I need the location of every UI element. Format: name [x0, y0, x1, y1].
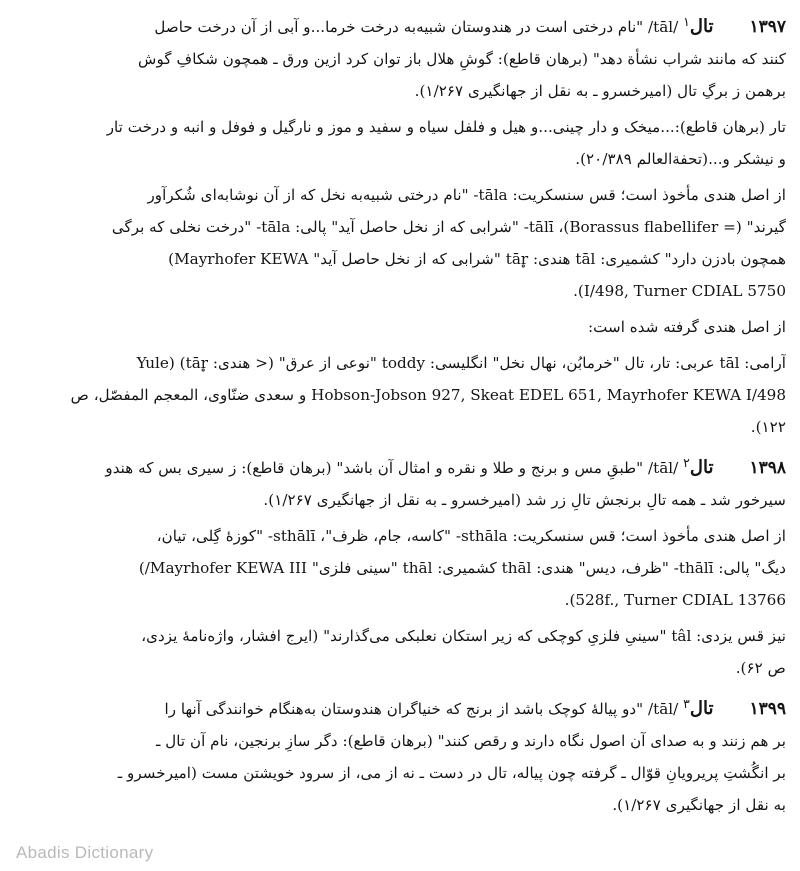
- entry-headword: تال: [689, 16, 714, 38]
- paragraph-yazdi: [14, 620, 786, 684]
- paragraph-line: ۱۲۲).: [750, 418, 786, 437]
- watermark: Abadis Dictionary: [16, 843, 154, 862]
- entry-line: کنند که مانند شراب نشأة دهد" (برهان قاطع): گوشِ هلال باز توان کرد ازین ورق ـ همچون شکافِ گوش: [138, 50, 786, 69]
- paragraph-line: از اصل هندی مأخوذ است؛ قس سنسکریت: tāla- "نام درختی شبیه‌به نخل که از آن نوشابه‌ای شُکرآور: [147, 186, 786, 205]
- entry-number: ۱۳۹۷: [749, 17, 786, 38]
- paragraph-line: تار (برهان قاطع):...میخک و دار چینی...و هیل و فلفل سیاه و سفید و موز و نارگیل و فوفل و انبه و درخت تار: [106, 118, 786, 137]
- entry-line: [14, 6, 786, 43]
- entry-line: برهمن ز برگِ تال (امیرخسرو ـ به نقل از جهانگیری ۱/۲۶۷).: [414, 82, 786, 101]
- entry-1397: [14, 6, 786, 107]
- paragraph-line: و نیشکر و...(تحفة‌العالم ۲۰/۳۸۹).: [575, 150, 786, 169]
- entry-text: /tāl/ "دو پیالهٔ کوچک باشد از برنج که خنیاگران هندوستان به‌هنگام خوانندگی آنها را: [164, 700, 679, 719]
- paragraph-cognates: [14, 347, 786, 443]
- entry-1399: [14, 688, 786, 821]
- entry-line: [14, 447, 786, 484]
- entry-line: سیرخور شد ـ همه تالِ برنجش تالِ زر شد (امیرخسرو ـ به نقل از جهانگیری ۱/۲۶۷).: [263, 491, 786, 510]
- paragraph-line: گیرند" (= Borassus flabellifer)، tālī- "شرابی که از نخل حاصل آید" پالی: tāla- "درخت نخلی که برگی: [111, 218, 786, 237]
- entry-line: به نقل از جهانگیری ۱/۲۶۷).: [612, 796, 786, 815]
- paragraph-line: I/498, Turner CDIAL 5750).: [573, 282, 786, 301]
- dictionary-page: [14, 6, 786, 825]
- paragraph-line: همچون بادزن دارد" کشمیری: tāl هندی: tār̥ "شرابی که از نخل حاصل آید" Mayrhofer KEWA): [168, 250, 786, 269]
- paragraph-line: Hobson-Jobson 927, Skeat EDEL 651, Mayrhofer KEWA I/498 و سعدی ضنّاوی، المعجم المفصّل، ص: [70, 386, 786, 405]
- paragraph-etymology-2: [14, 520, 786, 616]
- entry-line: بر هم زنند و به صدای آن اصول نگاه دارند و رقص کنند" (برهان قاطع): دگر سازِ برنجین، نام آن تال ـ: [155, 732, 786, 751]
- paragraph-line: از اصل هندی مأخوذ است؛ قس سنسکریت: sthāla- "کاسه، جام، ظرف"، sthālī- "کوزهٔ گِلی، تیان،: [156, 527, 786, 546]
- paragraph-etymology-1: [14, 179, 786, 307]
- entry-number: ۱۳۹۹: [749, 699, 786, 720]
- entry-line: بر انگُشتِ پریرویانِ قوّال ـ گرفته چون پیاله، تال در دست ـ نه از می، از سرود خویشتن مست (امیرخسرو ـ: [117, 764, 786, 783]
- paragraph-line: آرامی: tāl عربی: تار، تال "خرمابُن، نهال نخل" انگلیسی: toddy "نوعی از عرق" (< هندی: tār̥) (Yule: [136, 354, 786, 373]
- headword-superscript: ۱: [683, 14, 690, 29]
- entry-text: /tāl/ "نام درختی است در هندوستان شبیه‌به درخت خرما...و آبی از آن درخت حاصل: [154, 18, 679, 37]
- paragraph-line: ص ۶۲).: [735, 659, 786, 678]
- paragraph-borrowed: [14, 311, 786, 343]
- paragraph-tar: [14, 111, 786, 175]
- entry-headword: تال: [689, 698, 714, 720]
- headword-superscript: ۲: [683, 455, 690, 471]
- paragraph-line: دیگ" پالی: thālī- "ظرف، دیس" هندی: thāl کشمیری: thāl "سینی فلزی" Mayrhofer KEWA III/): [138, 559, 786, 578]
- headword-superscript: ۳: [683, 696, 690, 712]
- entry-number: ۱۳۹۸: [749, 458, 786, 479]
- entry-text: /tāl/ "طبقِ مس و برنج و طلا و نقره و امثال آن باشد" (برهان قاطع): ز سیری بس که هندو: [105, 459, 679, 478]
- paragraph-line: از اصل هندی گرفته شده است:: [588, 318, 786, 337]
- entry-1398: [14, 447, 786, 516]
- entry-line: [14, 688, 786, 725]
- paragraph-line: 528f., Turner CDIAL 13766).: [564, 591, 786, 610]
- entry-headword: تال: [689, 457, 714, 479]
- paragraph-line: نیز قس یزدی: tâl "سینیِ فلزیِ کوچکی که زیر استکان نعلبکی می‌گذارند" (ایرج افشار، واژه‌نامهٔ یزدی،: [141, 627, 786, 646]
